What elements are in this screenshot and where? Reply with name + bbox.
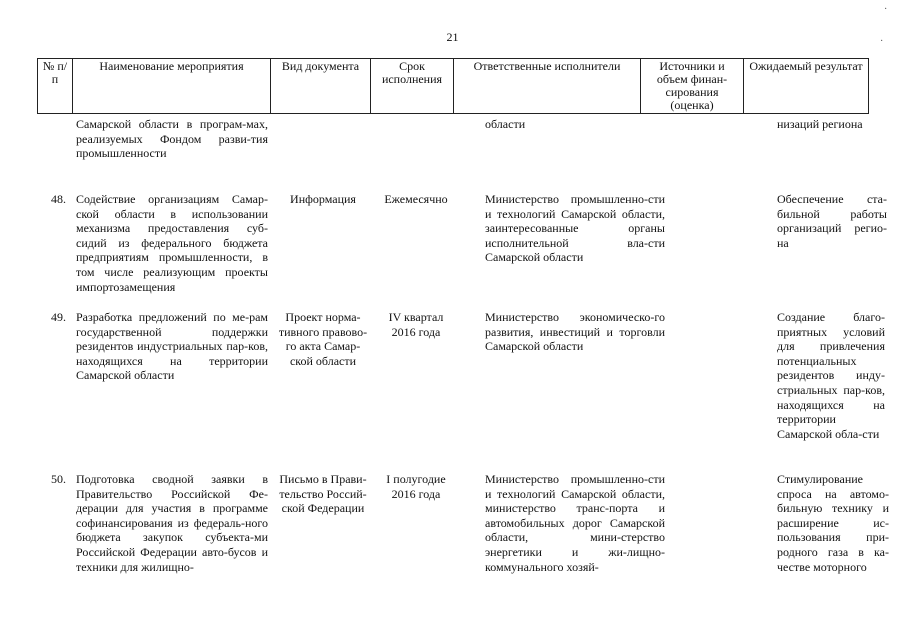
row-50-doc-type: Письмо в Прави-тельство Россий-ской Федерации: [279, 472, 367, 516]
row-49-doc-type: Проект норма-тивного правово-го акта Самар-ской области: [278, 310, 368, 368]
row-48-deadline: Ежемесячно: [384, 192, 448, 206]
header-funding: Источники и объем финан-сирования (оценка): [641, 59, 744, 114]
header-name: Наименование мероприятия: [73, 59, 271, 114]
row-48-result: Обеспечение ста-бильной работы организаций регио-на: [777, 192, 887, 250]
scan-speck: ·: [880, 36, 884, 47]
page-number: 21: [446, 30, 459, 44]
row-50-executors: Министерство промышленно-сти и технологий Самарской области, министерство транс-порта и автомобильных дорог Самарской области, мини-стерство энергетики и жи-лищно-коммунального хозяй-: [485, 472, 665, 574]
scan-speck: ·: [884, 4, 888, 15]
header-executors: Ответственные исполнители: [454, 59, 641, 114]
row-49-num: 49.: [51, 310, 66, 324]
row-48-num: 48.: [51, 192, 66, 206]
continuation-result: низаций региона: [777, 117, 863, 131]
continuation-executors: области: [485, 117, 526, 131]
row-50-result: Стимулирование спроса на автомо-бильную технику и расширение ис-пользования при-родного газа в ка-честве моторного: [777, 472, 889, 574]
row-50-name: Подготовка сводной заявки в Правительство Российской Фе-дерации для участия в программе софинансирования из федераль-ного бюджета закупок субъекта-ми Российской Федерации авто-бусов и техники для жилищно-: [76, 472, 268, 574]
row-48-name: Содействие организациям Самар-ской области в использовании механизма предоставления суб-сидий из федерального бюджета предприятиям промышленности, в том числе реализующим проекты импортозамещения: [76, 192, 268, 294]
row-48-executors: Министерство промышленно-сти и технологий Самарской области, заинтересованные органы исполнительной вла-сти Самарской области: [485, 192, 665, 265]
row-49-executors: Министерство экономическо-го развития, инвестиций и торговли Самарской области: [485, 310, 665, 354]
row-50-deadline: I полугодие 2016 года: [386, 472, 446, 501]
row-50-num: 50.: [51, 472, 66, 486]
header-doc-type: Вид документа: [271, 59, 371, 114]
row-48-doc-type: Информация: [290, 192, 356, 206]
continuation-name: Самарской области в програм-мах, реализуемых Фондом разви-тия промышленности: [76, 117, 268, 161]
row-49-deadline: IV квартал 2016 года: [388, 310, 444, 339]
row-49-result: Создание благо-приятных условий для привлечения потенциальных резидентов инду-стриальных пар-ков, находящихся на территории Самарской обла-сти: [777, 310, 885, 441]
header-num: № п/п: [38, 59, 73, 114]
row-49-name: Разработка предложений по ме-рам государственной поддержки резидентов индустриальных пар-ков, находящихся на территории Самарской области: [76, 310, 268, 383]
header-result: Ожидаемый результат: [744, 59, 869, 114]
table-header: [37, 58, 869, 114]
header-deadline: Срок исполнения: [371, 59, 454, 114]
